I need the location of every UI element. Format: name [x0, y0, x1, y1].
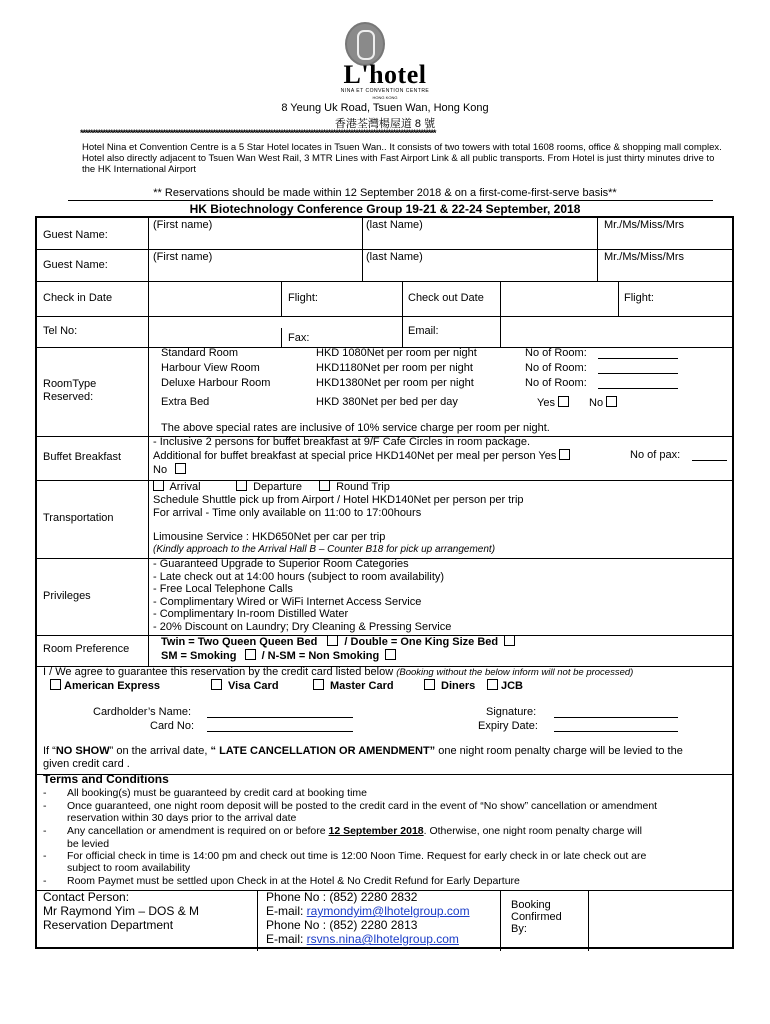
guarantee-note: (Booking without the below inform will not be processed)	[396, 667, 634, 678]
double-checkbox[interactable]	[504, 635, 515, 646]
brand-subtitle: NINA ET CONVENTION CENTRE	[340, 88, 430, 94]
diners-label: Diners	[441, 680, 476, 692]
fax-label: Fax:	[288, 332, 310, 344]
booking-label: Booking	[511, 899, 551, 911]
departure-checkbox[interactable]	[236, 480, 247, 491]
amex-label: American Express	[64, 680, 160, 692]
divider	[68, 200, 713, 201]
address-en: 8 Yeung Uk Road, Tsuen Wan, Hong Kong	[281, 102, 489, 114]
email-label: Email:	[408, 325, 439, 337]
tel-label: Tel No:	[43, 325, 78, 337]
room-deluxe-price: HKD1380Net per room per night	[316, 377, 474, 389]
arrival-flight-label: Flight:	[288, 292, 318, 304]
master-label: Master Card	[330, 680, 394, 692]
jcb-label: JCB	[501, 680, 524, 692]
shuttle-time: For arrival - Time only available on 11:00 to 17:00hours	[153, 507, 422, 519]
privilege-item: - Complimentary In-room Distilled Water	[153, 608, 349, 620]
email-1-link[interactable]: raymondyim@lhotelgroup.com	[306, 904, 470, 918]
room-standard-qty-label: No of Room:	[525, 347, 587, 359]
visa-label: Visa Card	[228, 680, 279, 692]
room-standard: Standard Room	[161, 347, 239, 359]
non-smoking-checkbox[interactable]	[385, 649, 396, 660]
rates-note: The above special rates are inclusive of 10% service charge per room per night.	[161, 422, 550, 434]
extra-bed-price: HKD 380Net per bed per day	[316, 396, 458, 408]
diners-checkbox[interactable]	[424, 679, 435, 690]
contact-name: Mr Raymond Yim – DOS & M	[43, 904, 200, 918]
double-label: / Double = One King Size Bed	[344, 636, 499, 648]
room-harbour: Harbour View Room	[161, 362, 260, 374]
room-standard-qty-field[interactable]	[598, 358, 678, 359]
email-2-link[interactable]: rsvns.nina@lhotelgroup.com	[306, 932, 459, 946]
extra-bed-no: No	[589, 397, 604, 409]
round-trip-label: Round Trip	[336, 481, 390, 493]
guest-name-label-2: Guest Name:	[43, 259, 108, 271]
non-smoking-label: / N-SM = Non Smoking	[261, 650, 380, 662]
term-4: For official check in time is 14:00 pm and check out time is 12:00 Noon Time. Request for early check in or late check out are	[67, 850, 647, 862]
privilege-item: - Complimentary Wired or WiFi Internet Access Service	[153, 596, 422, 608]
room-harbour-price: HKD1180Net per room per night	[316, 362, 473, 374]
shuttle-info: Schedule Shuttle pick up from Airport / Hotel HKD140Net per person per trip	[153, 494, 524, 506]
term-5: Room Paymet must be settled upon Check in at the Hotel & No Credit Refund for Early Departure	[67, 875, 520, 887]
privilege-item: - Late check out at 14:00 hours (subject to room availability)	[153, 571, 445, 583]
extra-bed-no-checkbox[interactable]	[606, 396, 617, 407]
signature-field[interactable]	[554, 717, 678, 718]
term-3-cont: be levied	[67, 838, 110, 850]
extra-bed-yes: Yes	[537, 397, 555, 409]
twin-label: Twin = Two Queen Queen Bed	[161, 636, 318, 648]
departure-label: Departure	[253, 481, 302, 493]
brand-name: L'hotel	[343, 60, 427, 89]
term-1: All booking(s) must be guaranteed by credit card at booking time	[67, 787, 367, 799]
master-checkbox[interactable]	[313, 679, 324, 690]
breakfast-line2: Additional for buffet breakfast at special price HKD140Net per meal per person Yes	[153, 450, 557, 462]
brand-location: HONG KONG	[372, 95, 398, 100]
room-harbour-qty-field[interactable]	[598, 373, 678, 374]
limousine-note: (Kindly approach to the Arrival Hall B – Counter B18 for pick up arrangement)	[153, 544, 496, 555]
guarantee-text: I / We agree to guarantee this reservation by the credit card listed below	[43, 666, 394, 678]
guest-name-label-1: Guest Name:	[43, 229, 108, 241]
extra-bed-yes-checkbox[interactable]	[558, 396, 569, 407]
phone-2: Phone No : (852) 2280 2813	[266, 918, 418, 932]
no-show-policy: If “NO SHOW” on the arrival date, “ LATE CANCELLATION OR AMENDMENT” one night room penalty charge will be levied to the	[43, 745, 683, 757]
title-field-2[interactable]: Mr./Ms/Miss/Mrs	[604, 251, 685, 263]
arrival-label: Arrival	[169, 481, 201, 493]
breakfast-label: Buffet Breakfast	[43, 451, 122, 463]
smoking-label: SM = Smoking	[161, 650, 237, 662]
limousine-info: Limousine Service : HKD650Net per car per trip	[153, 531, 386, 543]
room-harbour-qty-label: No of Room:	[525, 362, 587, 374]
address-zh: 香港荃灣楊屋道 8 號	[334, 118, 436, 130]
extra-bed: Extra Bed	[161, 396, 210, 408]
twin-checkbox[interactable]	[327, 635, 338, 646]
breakfast-line1: - Inclusive 2 persons for buffet breakfast at 9/F Cafe Circles in room package.	[153, 436, 531, 448]
conference-title: HK Biotechnology Conference Group 19-21 & 22-24 September, 2018	[189, 202, 581, 216]
room-deluxe-qty-field[interactable]	[598, 388, 678, 389]
room-deluxe-qty-label: No of Room:	[525, 377, 587, 389]
breakfast-no-checkbox[interactable]	[175, 463, 186, 474]
check-out-label: Check out Date	[408, 292, 484, 304]
divider-stars: **********************************************************************************************************************************************	[80, 128, 436, 138]
term-3: Any cancellation or amendment is required on or before 12 September 2018. Otherwise, one night room penalty charge will	[67, 825, 642, 837]
contact-dept: Reservation Department	[43, 918, 174, 932]
room-preference-label: Room Preference	[43, 643, 130, 655]
by-label: By:	[511, 923, 527, 935]
departure-flight-label: Flight:	[624, 292, 654, 304]
check-in-label: Check in Date	[43, 292, 113, 304]
cardholder-label: Cardholder’s Name:	[93, 706, 192, 718]
room-standard-price: HKD 1080Net per room per night	[316, 347, 477, 359]
visa-checkbox[interactable]	[211, 679, 222, 690]
transport-label: Transportation	[43, 512, 114, 524]
privilege-item: - Free Local Telephone Calls	[153, 583, 293, 595]
pax-field[interactable]	[692, 460, 727, 461]
breakfast-no: No	[153, 464, 168, 476]
hotel-intro: Hotel Nina et Convention Centre is a 5 Star Hotel locates in Tsuen Wan.. It consists of two towers with total 1608 rooms, office & shopping mall complex. Hotel also directly adjacent to Tsuen Wan West Rail, 3 MTR Lines with Fast Airport Link & all public transports. From Hotel is just thirty minutes drive to the HK International Airport	[82, 142, 722, 175]
confirmed-label: Confirmed	[511, 911, 562, 923]
phone-1: Phone No : (852) 2280 2832	[266, 890, 418, 904]
contact-person-label: Contact Person:	[43, 890, 130, 904]
last-name-field-1[interactable]: (last Name)	[366, 219, 423, 231]
privilege-item: - 20% Discount on Laundry; Dry Cleaning & Pressing Service	[153, 621, 452, 633]
reserved-label: Reserved:	[43, 391, 94, 403]
privilege-item: - Guaranteed Upgrade to Superior Room Categories	[153, 558, 409, 570]
smoking-checkbox[interactable]	[245, 649, 256, 660]
breakfast-yes-checkbox[interactable]	[559, 449, 570, 460]
signature-label: Signature:	[486, 706, 537, 718]
pax-label: No of pax:	[630, 449, 681, 461]
term-2: Once guaranteed, one night room deposit will be posted to the credit card in the event of “No show” cancellation or amendment	[67, 800, 658, 812]
room-deluxe: Deluxe Harbour Room	[161, 377, 271, 389]
term-2-cont: reservation within 30 days prior to the arrival date	[67, 812, 297, 824]
first-name-field-2[interactable]: (First name)	[153, 251, 213, 263]
no-show-policy-cont: given credit card .	[43, 758, 130, 770]
arrival-checkbox[interactable]	[153, 480, 164, 491]
cardholder-field[interactable]	[207, 717, 353, 718]
jcb-checkbox[interactable]	[487, 679, 498, 690]
first-name-field-1[interactable]: (First name)	[153, 219, 213, 231]
reservation-notice: ** Reservations should be made within 12 September 2018 & on a first-come-first-serve basis**	[153, 187, 617, 199]
room-type-label: RoomType	[43, 378, 97, 390]
expiry-field[interactable]	[554, 731, 678, 732]
round-trip-checkbox[interactable]	[319, 480, 330, 491]
card-no-field[interactable]	[207, 731, 353, 732]
email-2-label: E-mail:	[266, 932, 307, 946]
expiry-label: Expiry Date:	[478, 720, 538, 732]
term-4-cont: subject to room availability	[67, 862, 191, 874]
title-field-1[interactable]: Mr./Ms/Miss/Mrs	[604, 219, 685, 231]
card-no-label: Card No:	[150, 720, 195, 732]
privileges-label: Privileges	[43, 590, 91, 602]
last-name-field-2[interactable]: (last Name)	[366, 251, 423, 263]
terms-title: Terms and Conditions	[43, 772, 169, 786]
amex-checkbox[interactable]	[50, 679, 61, 690]
email-1-label: E-mail:	[266, 904, 307, 918]
